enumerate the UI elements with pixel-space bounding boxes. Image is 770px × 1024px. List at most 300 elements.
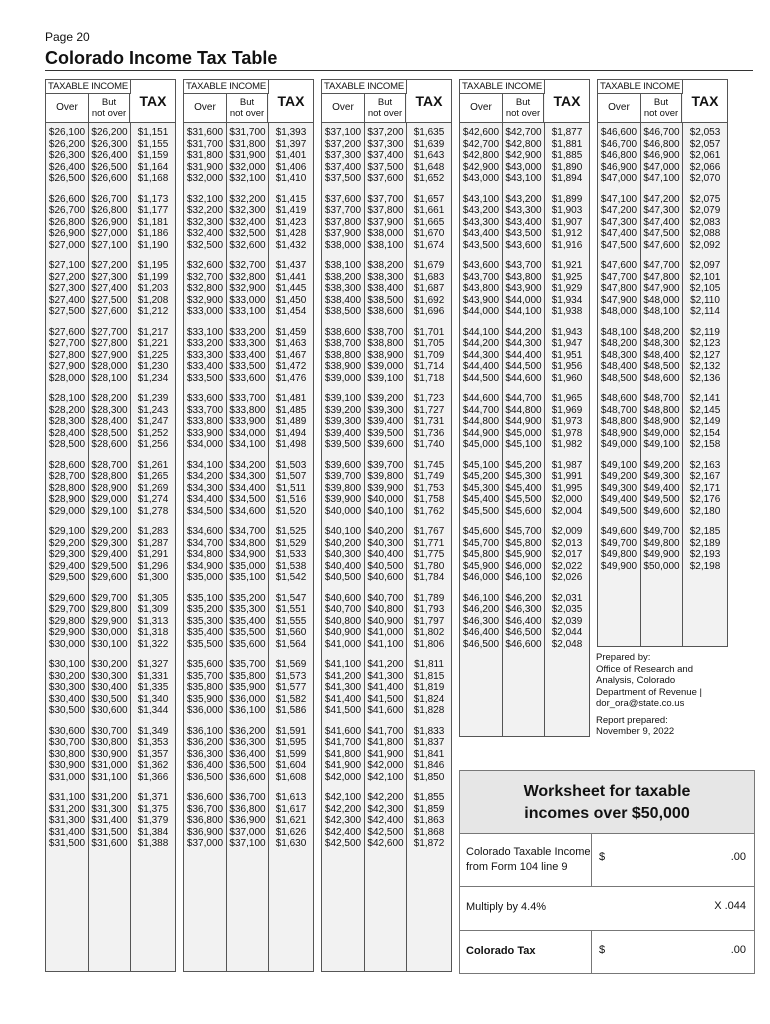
but-not-over-cell: $38,500 [367, 294, 404, 306]
tax-cell: $2,017 [551, 549, 583, 560]
but-not-over-cell: $31,500 [91, 826, 128, 838]
table-row [184, 205, 313, 217]
tax-cell: $1,164 [137, 161, 169, 173]
but-not-over-cell: $42,400 [367, 815, 404, 826]
table-row [46, 162, 175, 174]
table-row [460, 150, 589, 162]
tax-cell: $1,577 [275, 682, 307, 693]
tax-cell: $2,079 [689, 205, 721, 216]
but-not-over-cell: $47,300 [643, 205, 680, 216]
table-row [46, 127, 175, 139]
over-cell: $46,500 [462, 638, 500, 650]
over-cell: $27,300 [48, 283, 86, 294]
but-not-over-cell: $35,900 [229, 682, 266, 693]
title-rule [45, 70, 753, 71]
but-not-over-cell: $40,600 [367, 572, 404, 583]
over-cell: $37,400 [324, 161, 362, 173]
over-cell: $46,800 [600, 150, 638, 161]
over-cell: $45,200 [462, 471, 500, 482]
but-not-over-cell: $33,400 [229, 349, 266, 361]
but-not-over-header [365, 94, 406, 122]
but-not-over-cell: $32,700 [229, 260, 266, 271]
row-group [46, 659, 175, 717]
row-group [598, 127, 727, 185]
but-not-over-cell: $40,800 [367, 604, 404, 615]
over-cell: $33,300 [186, 349, 224, 361]
tax-cell: $1,740 [413, 439, 445, 450]
over-cell: $33,800 [186, 416, 224, 427]
but-not-over-cell: $47,200 [643, 193, 680, 205]
tax-cell: $2,075 [689, 193, 721, 205]
table-row [46, 260, 175, 272]
over-cell: $42,300 [324, 815, 362, 826]
colorado-tax-field[interactable]: .00 [730, 944, 746, 956]
tax-cell: $2,031 [551, 592, 583, 604]
table-row [460, 373, 589, 385]
table-row [460, 283, 589, 295]
tax-cell: $1,225 [137, 349, 169, 361]
over-cell: $29,800 [48, 615, 86, 627]
table-row [46, 405, 175, 417]
over-cell: $32,300 [186, 216, 224, 228]
tax-cell: $1,912 [551, 228, 583, 239]
but-not-over-cell: $43,200 [505, 193, 542, 205]
table-row [322, 671, 451, 683]
tax-cell: $2,022 [551, 560, 583, 572]
but-not-over-cell: $39,400 [367, 416, 404, 427]
tax-cell: $1,388 [137, 838, 169, 849]
over-cell: $46,300 [462, 615, 500, 627]
tax-cell: $1,630 [275, 838, 307, 849]
tax-cell: $1,683 [413, 271, 445, 283]
but-not-over-cell: $46,400 [505, 615, 542, 627]
table-row [184, 705, 313, 717]
tax-cell: $1,613 [275, 792, 307, 803]
but-not-over-cell: $31,200 [91, 792, 128, 803]
over-cell: $38,600 [324, 326, 362, 338]
table-row [460, 460, 589, 472]
but-not-over-cell: $45,700 [505, 526, 542, 537]
tax-cell: $2,048 [551, 638, 583, 650]
table-row [460, 327, 589, 339]
table-row [598, 428, 727, 440]
table-row [322, 604, 451, 616]
table-row [46, 428, 175, 440]
table-row [184, 838, 313, 850]
over-cell: $42,900 [462, 161, 500, 173]
but-not-over-cell: $45,200 [505, 459, 542, 471]
tax-cell: $1,551 [275, 604, 307, 615]
tax-cell: $1,159 [137, 150, 169, 161]
tax-cell: $1,190 [137, 239, 169, 251]
table-row [46, 682, 175, 694]
over-cell: $43,500 [462, 239, 500, 251]
but-not-over-cell: $49,200 [643, 459, 680, 471]
but-not-over-cell: $33,100 [229, 306, 266, 317]
over-cell: $43,700 [462, 271, 500, 283]
tax-cell: $1,665 [413, 216, 445, 228]
tax-header: TAX [269, 80, 313, 122]
table-row [46, 760, 175, 772]
but-not-over-cell: $42,300 [367, 803, 404, 815]
over-cell: $45,900 [462, 560, 500, 572]
table-row [598, 205, 727, 217]
table-row [460, 483, 589, 495]
tax-cell: $1,305 [137, 592, 169, 604]
tax-cell: $1,907 [551, 216, 583, 228]
column-header [184, 80, 313, 123]
tax-cell: $1,340 [137, 693, 169, 705]
tax-cell: $1,371 [137, 792, 169, 803]
tax-cell: $1,313 [137, 615, 169, 627]
but-not-over-cell: $29,500 [91, 560, 128, 572]
but-not-over-cell: $32,300 [229, 205, 266, 216]
tax-cell: $1,173 [137, 193, 169, 205]
over-cell: $42,100 [324, 792, 362, 803]
tax-cell: $1,296 [137, 560, 169, 572]
table-row [598, 439, 727, 451]
over-cell: $48,100 [600, 326, 638, 338]
over-cell: $44,000 [462, 306, 500, 317]
over-cell: $48,700 [600, 404, 638, 416]
over-cell: $27,400 [48, 294, 86, 306]
table-row [322, 260, 451, 272]
but-not-over-cell: $42,700 [505, 127, 542, 138]
row-group [184, 726, 313, 784]
over-cell: $32,600 [186, 260, 224, 271]
over-cell: $28,700 [48, 471, 86, 482]
table-row [184, 682, 313, 694]
tax-cell: $1,727 [413, 404, 445, 416]
over-cell: $34,800 [186, 549, 224, 560]
tax-cell: $1,806 [413, 638, 445, 650]
tax-cell: $1,309 [137, 604, 169, 615]
tax-cell: $1,833 [413, 725, 445, 737]
table-row [460, 506, 589, 518]
row-group [184, 327, 313, 385]
but-not-over-cell: $43,400 [505, 216, 542, 228]
over-cell: $41,800 [324, 748, 362, 760]
tax-cell: $2,149 [689, 416, 721, 427]
tax-cell: $2,088 [689, 228, 721, 239]
but-not-over-cell: $46,600 [505, 638, 542, 650]
over-cell: $28,400 [48, 427, 86, 439]
tax-cell: $1,661 [413, 205, 445, 216]
but-not-over-cell: $26,900 [91, 216, 128, 228]
over-cell: $36,400 [186, 760, 224, 771]
but-not-over-cell: $33,800 [229, 404, 266, 416]
over-cell: $34,700 [186, 537, 224, 549]
table-row [46, 792, 175, 804]
table-row [460, 604, 589, 616]
over-cell: $47,000 [600, 173, 638, 184]
over-cell: $44,700 [462, 404, 500, 416]
table-row [184, 139, 313, 151]
over-cell: $37,200 [324, 138, 362, 150]
row-group [46, 526, 175, 584]
but-not-over-cell: $38,700 [367, 326, 404, 338]
tax-cell: $1,652 [413, 173, 445, 184]
worksheet-row-colorado-tax [460, 930, 754, 974]
row-group [46, 194, 175, 252]
but-not-over-cell: $36,600 [229, 771, 266, 783]
but-not-over-cell: $42,600 [367, 838, 404, 849]
over-cell: $48,800 [600, 416, 638, 427]
tax-cell: $1,221 [137, 338, 169, 349]
but-not-over-cell: $28,200 [91, 393, 128, 404]
tax-cell: $1,155 [137, 138, 169, 150]
over-cell: $33,000 [186, 306, 224, 317]
over-cell: $40,200 [324, 537, 362, 549]
but-not-over-cell: $31,900 [229, 150, 266, 161]
table-row [184, 815, 313, 827]
row-group [322, 726, 451, 784]
but-not-over-cell: $30,500 [91, 693, 128, 705]
over-cell: $41,900 [324, 760, 362, 771]
over-cell: $26,700 [48, 205, 86, 216]
over-cell: $28,100 [48, 393, 86, 404]
but-not-over-cell: $46,900 [643, 150, 680, 161]
tax-cell: $1,819 [413, 682, 445, 693]
but-not-over-cell: $27,000 [91, 228, 128, 239]
table-row [598, 162, 727, 174]
table-row [460, 272, 589, 284]
taxable-income-field[interactable]: .00 [730, 851, 746, 863]
but-not-over-cell: $34,800 [229, 537, 266, 549]
but-not-over-cell: $46,100 [505, 572, 542, 583]
over-cell: $28,800 [48, 482, 86, 494]
tax-cell: $1,929 [551, 283, 583, 294]
table-row [184, 428, 313, 440]
but-not-over-cell: $44,600 [505, 372, 542, 384]
over-cell: $36,300 [186, 748, 224, 760]
over-cell: $37,300 [324, 150, 362, 161]
prepared-email: dor_ora@state.co.us [596, 698, 685, 709]
but-not-over-cell: $37,700 [367, 193, 404, 205]
over-cell: $42,700 [462, 138, 500, 150]
but-not-over-cell: $38,900 [367, 349, 404, 361]
but-not-over-cell: $28,600 [91, 439, 128, 450]
tax-cell: $1,195 [137, 260, 169, 271]
but-not-over-cell: $38,800 [367, 338, 404, 349]
but-not-over-cell: $31,700 [229, 127, 266, 138]
table-row [46, 240, 175, 252]
row-group [598, 327, 727, 385]
but-not-over-cell: $48,700 [643, 393, 680, 404]
but-not-over-cell: $44,000 [505, 294, 542, 306]
but-not-over-cell: $39,800 [367, 471, 404, 482]
over-cell: $39,300 [324, 416, 362, 427]
table-row [598, 306, 727, 318]
tax-cell: $1,828 [413, 705, 445, 716]
but-not-over-cell: $45,500 [505, 494, 542, 505]
tax-cell: $1,789 [413, 592, 445, 604]
table-row [46, 439, 175, 451]
tax-cell: $1,824 [413, 693, 445, 705]
but-not-over-cell: $39,000 [367, 361, 404, 372]
but-not-over-cell: $46,800 [643, 138, 680, 150]
but-not-over-cell: $29,900 [91, 615, 128, 627]
tax-cell: $1,203 [137, 283, 169, 294]
over-cell: $32,400 [186, 228, 224, 239]
but-label: But [653, 97, 669, 108]
tax-cell: $1,943 [551, 326, 583, 338]
but-not-over-cell: $49,900 [643, 549, 680, 560]
over-cell: $42,200 [324, 803, 362, 815]
but-not-over-header [89, 94, 130, 122]
table-row [322, 627, 451, 639]
over-cell: $45,000 [462, 439, 500, 450]
table-row [46, 726, 175, 738]
tax-cell: $2,066 [689, 161, 721, 173]
over-header: Over [598, 94, 641, 122]
table-row [46, 639, 175, 651]
tax-cell: $1,533 [275, 549, 307, 560]
but-not-over-cell: $28,300 [91, 404, 128, 416]
tax-cell: $1,687 [413, 283, 445, 294]
table-row [460, 526, 589, 538]
but-not-over-cell: $48,900 [643, 416, 680, 427]
over-cell: $35,000 [186, 572, 224, 583]
but-not-over-cell: $40,900 [367, 615, 404, 627]
tax-cell: $1,679 [413, 260, 445, 271]
table-row [322, 561, 451, 573]
over-cell: $38,800 [324, 349, 362, 361]
tax-cell: $1,375 [137, 803, 169, 815]
tax-cell: $1,247 [137, 416, 169, 427]
table-row [598, 549, 727, 561]
but-not-over-cell: $27,400 [91, 283, 128, 294]
but-label: But [377, 97, 393, 108]
tax-cell: $1,419 [275, 205, 307, 216]
but-not-over-cell: $41,900 [367, 748, 404, 760]
table-row [46, 338, 175, 350]
but-not-over-cell: $49,700 [643, 526, 680, 537]
tax-cell: $1,401 [275, 150, 307, 161]
over-cell: $30,100 [48, 659, 86, 670]
tax-cell: $1,639 [413, 138, 445, 150]
table-row [184, 306, 313, 318]
over-cell: $49,300 [600, 482, 638, 494]
table-row [460, 639, 589, 651]
over-cell: $26,300 [48, 150, 86, 161]
over-cell: $30,900 [48, 760, 86, 771]
row-group [46, 260, 175, 318]
but-not-over-cell: $33,900 [229, 416, 266, 427]
but-not-over-cell: $36,200 [229, 725, 266, 737]
over-cell: $37,700 [324, 205, 362, 216]
table-row [184, 327, 313, 339]
table-row [322, 295, 451, 307]
table-row [46, 194, 175, 206]
but-not-over-cell: $40,700 [367, 592, 404, 604]
tax-cell: $1,353 [137, 737, 169, 748]
but-not-over-cell: $32,800 [229, 271, 266, 283]
but-not-over-cell: $38,300 [367, 271, 404, 283]
tax-cell: $1,151 [137, 127, 169, 138]
but-not-over-cell: $32,100 [229, 173, 266, 184]
table-row [460, 228, 589, 240]
but-not-over-cell: $35,400 [229, 615, 266, 627]
tax-cell: $1,586 [275, 705, 307, 716]
over-cell: $40,100 [324, 526, 362, 537]
over-cell: $36,200 [186, 737, 224, 748]
over-header: Over [460, 94, 503, 122]
tax-cell: $1,987 [551, 459, 583, 471]
label-line: Colorado Taxable Income [466, 846, 591, 858]
but-not-over-cell: $48,000 [643, 294, 680, 306]
table-row [184, 483, 313, 495]
over-cell: $30,500 [48, 705, 86, 716]
over-cell: $33,500 [186, 372, 224, 384]
but-not-over-cell: $31,300 [91, 803, 128, 815]
tax-cell: $1,863 [413, 815, 445, 826]
but-not-over-cell: $45,400 [505, 482, 542, 494]
but-not-over-cell: $39,100 [367, 372, 404, 384]
table-row [184, 526, 313, 538]
tax-cell: $1,560 [275, 627, 307, 638]
but-not-over-cell: $47,700 [643, 260, 680, 271]
but-not-over-cell: $30,300 [91, 670, 128, 682]
row-group [322, 526, 451, 584]
over-cell: $37,600 [324, 193, 362, 205]
worksheet-row-taxable-income [460, 833, 754, 887]
table-row [322, 572, 451, 584]
table-row [184, 416, 313, 428]
table-row [460, 338, 589, 350]
table-row [598, 327, 727, 339]
but-not-over-cell: $46,700 [643, 127, 680, 138]
but-not-over-cell: $47,000 [643, 161, 680, 173]
tax-cell: $1,705 [413, 338, 445, 349]
but-not-over-cell: $38,000 [367, 228, 404, 239]
row-group [460, 327, 589, 385]
over-cell: $35,100 [186, 592, 224, 604]
but-not-over-cell: $26,300 [91, 138, 128, 150]
tax-cell: $1,379 [137, 815, 169, 826]
tax-cell: $1,186 [137, 228, 169, 239]
table-row [46, 471, 175, 483]
tax-cell: $1,890 [551, 161, 583, 173]
tax-cell: $1,516 [275, 494, 307, 505]
taxable-income-header: TAXABLE INCOME [46, 80, 131, 94]
tax-cell: $1,784 [413, 572, 445, 583]
tax-cell: $2,026 [551, 572, 583, 583]
table-row [46, 804, 175, 816]
tax-cell: $1,498 [275, 439, 307, 450]
tax-cell: $1,811 [414, 659, 444, 670]
but-not-over-header [503, 94, 544, 122]
but-not-over-cell: $45,800 [505, 537, 542, 549]
over-cell: $29,100 [48, 526, 86, 537]
dollar-sign: $ [599, 944, 606, 956]
tax-cell: $1,547 [275, 592, 307, 604]
table-row [598, 283, 727, 295]
but-not-over-cell: $43,100 [505, 173, 542, 184]
over-cell: $29,500 [48, 572, 86, 583]
tax-cell: $1,476 [275, 372, 307, 384]
but-not-over-cell: $44,900 [505, 416, 542, 427]
tax-cell: $1,846 [413, 760, 445, 771]
over-cell: $39,700 [324, 471, 362, 482]
table-row [322, 240, 451, 252]
tax-cell: $1,569 [275, 659, 307, 670]
tax-cell: $1,599 [275, 748, 307, 760]
but-label: But [239, 97, 255, 108]
but-not-over-cell: $38,100 [367, 239, 404, 251]
tax-cell: $1,397 [275, 138, 307, 150]
but-not-over-cell: $34,000 [229, 427, 266, 439]
